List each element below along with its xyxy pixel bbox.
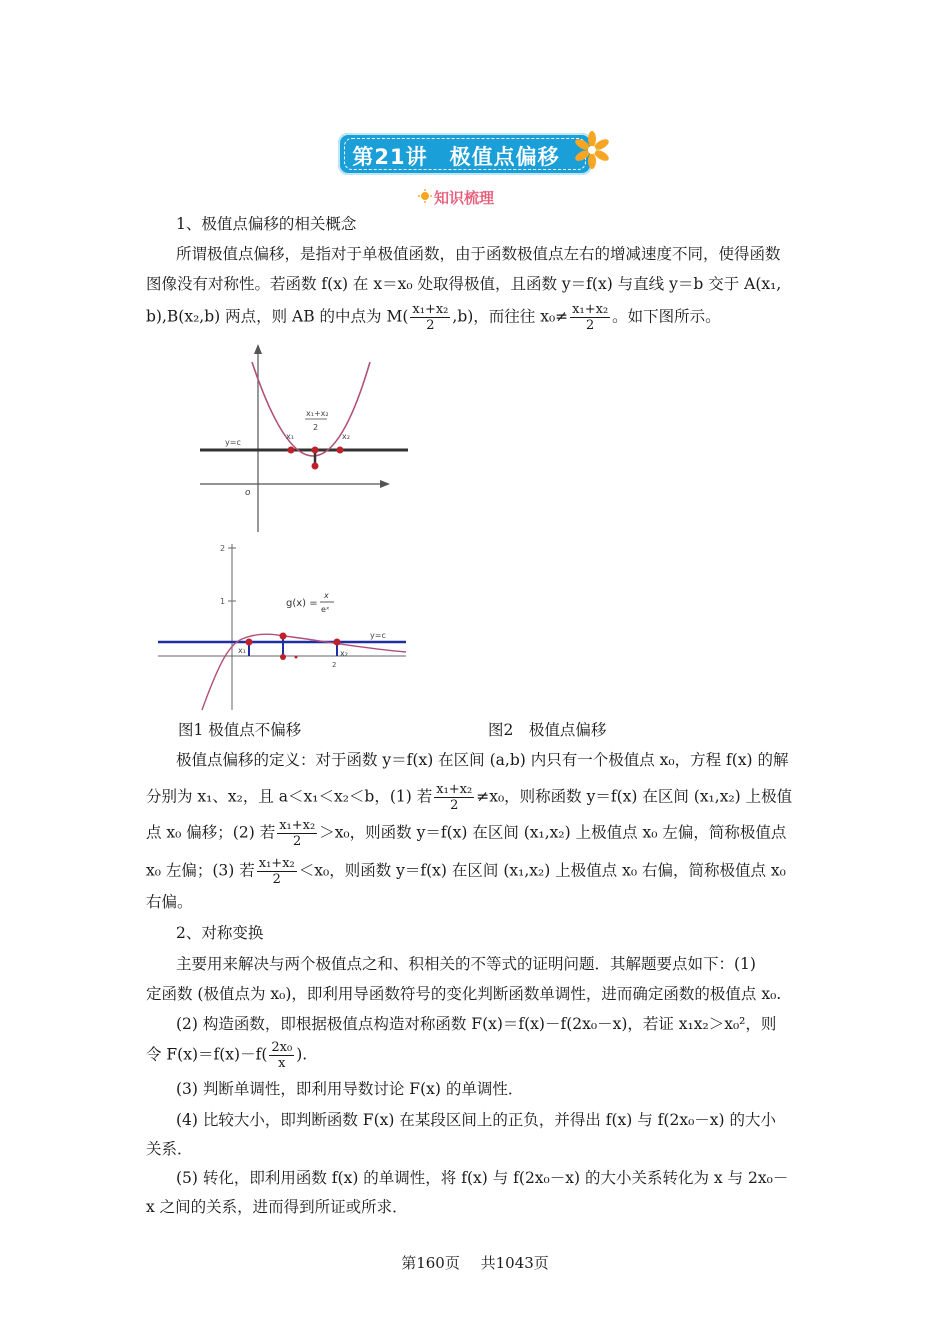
step-1a: 主要用来解决与两个极值点之和、积相关的不等式的证明问题．其解题要点如下：(1) bbox=[176, 955, 756, 973]
label-mid-den: 2 bbox=[313, 423, 319, 432]
chapter-banner bbox=[338, 133, 592, 175]
caption-figure-2: 图2 极值点偏移 bbox=[488, 721, 607, 739]
flower-icon bbox=[572, 128, 612, 172]
intro-line-2: 图像没有对称性。若函数 f(x) 在 x＝x₀ 处取得极值，且函数 y＝f(x) 与直线 y＝b 交于 A(x₁, bbox=[146, 275, 782, 293]
label-x1: x₁ bbox=[286, 432, 294, 441]
step-5a: (5) 转化，即利用函数 f(x) 的单调性，将 f(x) 与 f(2x₀－x) 的大小关系转化为 x 与 2x₀－ bbox=[176, 1169, 789, 1187]
label-x1: x₁ bbox=[238, 646, 246, 655]
intro-line-1: 所谓极值点偏移，是指对于单极值函数，由于函数极值点左右的增减速度不同，使得函数 bbox=[176, 245, 781, 263]
point-x2 bbox=[334, 639, 341, 646]
sun-icon bbox=[418, 189, 432, 203]
definition-line-3: 点 x₀ 偏移；(2) 若 $\frac{\text{x₁+x₂}}{2}$ ＞x₀，则函数 y＝f(x) 在区间 (x₁,x₂) 上极值点 x₀ 左偏，简称极值点 bbox=[146, 818, 787, 849]
formula-den: eˣ bbox=[321, 605, 330, 614]
definition-line-5: 右偏。 bbox=[146, 893, 193, 911]
point-x0 bbox=[280, 654, 286, 660]
tick-1: 1 bbox=[220, 597, 226, 606]
fraction: $\frac{\text{x₁+x₂}}{2}$ bbox=[412, 302, 449, 333]
step-1b: 定函数 (极值点为 x₀)，即利用导函数符号的变化判断函数单调性，进而确定函数的极值点 x₀. bbox=[146, 985, 782, 1003]
step-4a: (4) 比较大小，即判断函数 F(x) 在某段区间上的正负，并得出 f(x) 与 f(2x₀－x) 的大小 bbox=[176, 1111, 776, 1129]
page-footer bbox=[0, 1252, 950, 1273]
label-mid-num: x₁+x₂ bbox=[306, 409, 329, 418]
figure-1 bbox=[192, 342, 414, 534]
step-5b: x 之间的关系，进而得到所证或所求． bbox=[146, 1198, 408, 1216]
tick-2: 2 bbox=[220, 544, 226, 553]
page-total: 共1043页 bbox=[480, 1254, 549, 1272]
definition-line-2: 分别为 x₁、x₂，且 a＜x₁＜x₂＜b，(1) 若 $\frac{\text{x₁+x₂}}{2}$ ≠x₀，则称函数 y＝f(x) 在区间 (x₁,x₂) 上极值 bbox=[146, 782, 793, 813]
caption-figure-1: 图1 极值点不偏移 bbox=[178, 721, 302, 739]
step-2b: 令 F(x)＝f(x)－f( $\frac{\text{2x₀}}{x}$ ). bbox=[146, 1040, 308, 1071]
definition-line-1: 极值点偏移的定义：对于函数 y＝f(x) 在区间 (a,b) 内只有一个极值点 x₀，方程 f(x) 的解 bbox=[176, 751, 789, 769]
point-max bbox=[280, 633, 287, 640]
tick-x-2: 2 bbox=[332, 661, 337, 669]
heading-1: 1、极值点偏移的相关概念 bbox=[176, 215, 357, 233]
point-x1 bbox=[288, 447, 295, 454]
intro-line-3: b),B(x₂,b) 两点，则 AB 的中点为 M( $\frac{\text{x₁+x₂}}{2}$ ,b)，而往往 x₀≠ $\frac{\text{x₁+x₂}}{2}$ 。如下图所示。 bbox=[146, 302, 721, 333]
point-mid bbox=[312, 447, 319, 454]
label-yc: y=c bbox=[370, 631, 386, 640]
point-x1 bbox=[246, 639, 253, 646]
step-2a: (2) 构造函数，即根据极值点构造对称函数 F(x)＝f(x)－f(2x₀－x)，若证 x₁x₂＞x₀²，则 bbox=[176, 1015, 777, 1033]
label-origin: o bbox=[245, 488, 251, 498]
point-x2 bbox=[337, 447, 344, 454]
figure-2 bbox=[158, 540, 408, 712]
step-3: (3) 判断单调性，即利用导数讨论 F(x) 的单调性． bbox=[176, 1080, 524, 1098]
point-mid bbox=[295, 656, 298, 659]
heading-2: 2、对称变换 bbox=[176, 924, 264, 942]
formula-lhs: g(x) = bbox=[286, 598, 318, 609]
label-x2: x₂ bbox=[340, 649, 348, 658]
page-number: 第160页 bbox=[401, 1254, 460, 1272]
chapter-title: 第21讲 极值点偏移 bbox=[352, 145, 560, 169]
point-vertex bbox=[312, 463, 319, 470]
label-x2: x₂ bbox=[342, 432, 350, 441]
definition-line-4: x₀ 左偏；(3) 若 $\frac{\text{x₁+x₂}}{2}$ ＜x₀，则函数 y＝f(x) 在区间 (x₁,x₂) 上极值点 x₀ 右偏，简称极值点 x₀ bbox=[146, 856, 786, 887]
step-4b: 关系． bbox=[146, 1140, 193, 1158]
label-yc: y=c bbox=[225, 438, 241, 447]
formula-num: x bbox=[324, 591, 329, 600]
section-title: 知识梳理 bbox=[434, 189, 495, 207]
fraction: $\frac{\text{x₁+x₂}}{2}$ bbox=[572, 302, 609, 333]
